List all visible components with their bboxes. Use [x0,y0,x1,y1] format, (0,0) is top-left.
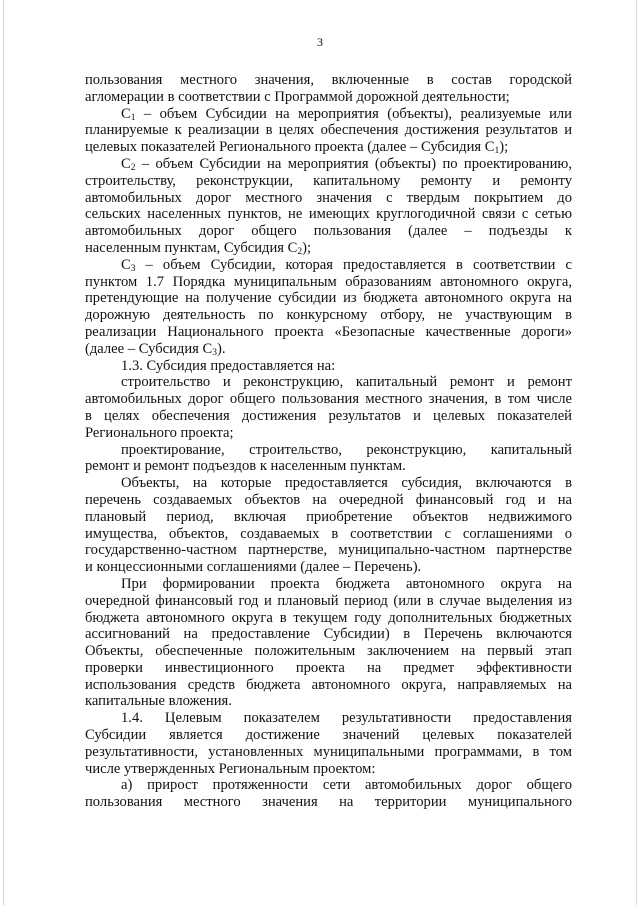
text-line: перечень создаваемых объектов на очередной финансовый год и на [85,491,572,508]
text-line: и концессионными соглашениями (далее – Перечень). [85,559,422,576]
text-line: населенным пунктам, Субсидия $C_2$); [85,239,312,257]
text-line: плановый период, включая приобретение объектов недвижимого [85,508,572,525]
text-line: дорожную деятельность по конкурсному отбору, не участвующим в [85,307,572,324]
text-line: агломерации в соответствии с Программой дорожной деятельности; [85,88,510,105]
text-line: (далее – Субсидия $C_3$). [85,340,226,358]
text-line: государственно-частном партнерстве, муниципально-частном партнерстве [85,542,572,559]
page-number: 3 [317,35,323,49]
text-line: ремонт и ремонт подъездов к населенным пунктам. [85,458,406,475]
page-edge-left [3,0,4,905]
text-line: проверки инвестиционного проекта на предмет эффективности [85,659,572,676]
text-line: использования средств бюджета автономного округа, направляемых на [85,676,572,693]
text-line: Объекты, обеспеченные положительным заключением на первый этап [85,643,572,660]
text-line: строительству, реконструкции, капитальному ремонту и ремонту [85,172,572,189]
text-line: Объекты, на которые предоставляется субсидия, включаются в [121,475,572,492]
text-line: пользования местного значения, включенные в состав городской [85,72,572,88]
text-line: претендующие на получение субсидии из бюджета автономного округа на [85,290,572,307]
text-line: автомобильных дорог местного значения с твердым покрытием до [85,189,572,206]
section-heading: 1.3. Субсидия предоставляется на: [121,357,336,374]
text-line: автомобильных дорог общего пользования местного значения, в том числе [85,391,572,408]
text-line: целевых показателей Регионального проекта (далее – Субсидия $C_1$); [85,139,509,157]
text-line: а) прирост протяженности сети автомобильных дорог общего [121,777,572,794]
section-heading: 1.4. Целевым показателем результативности предоставления [121,710,572,727]
text-line: $C_2$ – объем Субсидии на мероприятия (объекты) по проектированию, [121,155,572,173]
text-line: в целях обеспечения достижения результатов и целевых показателей [85,407,572,424]
text-line: При формировании проекта бюджета автономного округа на [121,575,572,592]
text-line: реализации Национального проекта «Безопасные качественные дороги» [85,323,572,340]
text-line: ассигнований на предоставление Субсидии) в Перечень включаются [85,626,572,643]
text-line: числе утвержденных Региональным проектом: [85,760,376,777]
text-line: очередной финансовый год и плановый период (или в случае выделения из [85,592,572,609]
text-line: проектирование, строительство, реконструкцию, капитальный [121,441,572,458]
text-line: планируемые к реализации в целях обеспечения достижения результатов и [85,122,572,139]
text-line: результативности, установленных муниципальными программами, в том [85,743,572,760]
text-line: сельских населенных пунктов, не имеющих круглогодичной связи с сетью [85,206,572,223]
text-line: имущества, объектов, создаваемых в соответствии с соглашениями о [85,525,572,542]
text-line: строительство и реконструкцию, капитальный ремонт и ремонт [121,374,572,391]
document-body [85,72,572,811]
text-line: пунктом 1.7 Порядка муниципальным образованиям автономного округа, [85,273,572,290]
text-line: капитальные вложения. [85,693,232,710]
text-line: $C_3$ – объем Субсидии, которая предоставляется в соответствии с [121,256,572,274]
text-line: $C_1$ – объем Субсидии на мероприятия (объекты), реализуемые или [121,105,572,123]
text-line: Субсидии является достижение значений целевых показателей [85,727,572,744]
text-line: бюджета автономного округа в текущем году дополнительных бюджетных [85,609,572,626]
text-line: Регионального проекта; [85,424,234,441]
page-edge-right [636,0,637,905]
text-line: пользования местного значения на территории муниципального [85,794,572,811]
text-line: автомобильных дорог общего пользования (далее – подъезды к [85,223,572,240]
